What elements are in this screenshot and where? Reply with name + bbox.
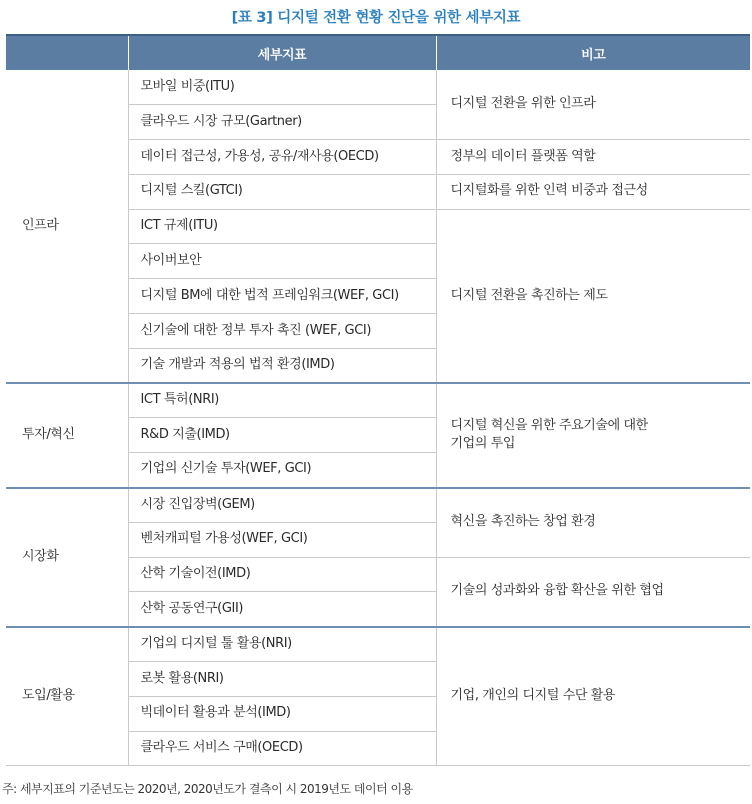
indicator-cell: 빅데이터 활용과 분석(IMD) (128, 696, 436, 731)
note-cell: 디지털 전환을 촉진하는 제도 (436, 209, 750, 383)
note-cell: 디지털화를 위한 인력 비중과 접근성 (436, 174, 750, 209)
indicator-cell: 데이터 접근성, 가용성, 공유/재사용(OECD) (128, 140, 436, 175)
note-cell: 기술의 성과화와 융합 확산을 위한 협업 (436, 557, 750, 627)
indicator-cell: 산학 기술이전(IMD) (128, 557, 436, 592)
category-adopt: 도입/활용 (6, 627, 128, 766)
indicator-cell: ICT 규제(ITU) (128, 209, 436, 244)
header-note: 비고 (436, 35, 750, 70)
indicator-cell: 모바일 비중(ITU) (128, 70, 436, 105)
table-row (6, 70, 750, 105)
header-indicator: 세부지표 (128, 35, 436, 70)
table-header-row (6, 35, 750, 70)
note-cell: 혁신을 촉진하는 창업 환경 (436, 488, 750, 558)
indicator-cell: 사이버보안 (128, 244, 436, 279)
table-row (6, 627, 750, 662)
category-invest: 투자/혁신 (6, 383, 128, 487)
note-cell: 디지털 혁신을 위한 주요기술에 대한 기업의 투입 (436, 383, 750, 487)
category-market: 시장화 (6, 488, 128, 627)
indicator-cell: 클라우드 서비스 구매(OECD) (128, 731, 436, 766)
table-title: [표 3] 디지털 전환 현황 진단을 위한 세부지표 (231, 10, 521, 26)
note-cell: 기업, 개인의 디지털 수단 활용 (436, 627, 750, 766)
indicator-cell: 디지털 BM에 대한 법적 프레임워크(WEF, GCI) (128, 279, 436, 314)
indicator-cell: 기술 개발과 적용의 법적 환경(IMD) (128, 348, 436, 383)
table-row (6, 383, 750, 418)
indicator-cell: ICT 특허(NRI) (128, 383, 436, 418)
indicator-cell: 신기술에 대한 정부 투자 촉진 (WEF, GCI) (128, 314, 436, 349)
note-cell: 정부의 데이터 플랫폼 역할 (436, 140, 750, 175)
header-category (6, 35, 128, 70)
category-infra: 인프라 (6, 70, 128, 383)
indicator-cell: 산학 공동연구(GII) (128, 592, 436, 627)
indicator-cell: 기업의 디지털 툴 활용(NRI) (128, 627, 436, 662)
indicator-table (6, 34, 750, 766)
indicator-cell: 클라우드 시장 규모(Gartner) (128, 105, 436, 140)
indicator-cell: 로봇 활용(NRI) (128, 662, 436, 697)
indicator-cell: R&D 지출(IMD) (128, 418, 436, 453)
note-cell: 디지털 전환을 위한 인프라 (436, 70, 750, 140)
indicator-cell: 시장 진입장벽(GEM) (128, 488, 436, 523)
table-row (6, 488, 750, 523)
indicator-cell: 벤처캐피털 가용성(WEF, GCI) (128, 522, 436, 557)
indicator-cell: 기업의 신기술 투자(WEF, GCI) (128, 453, 436, 488)
indicator-cell: 디지털 스킬(GTCI) (128, 174, 436, 209)
footnote: 주: 세부지표의 기준년도는 2020년, 2020년도가 결측이 시 2019년도 데이터 이용 (2, 782, 413, 796)
